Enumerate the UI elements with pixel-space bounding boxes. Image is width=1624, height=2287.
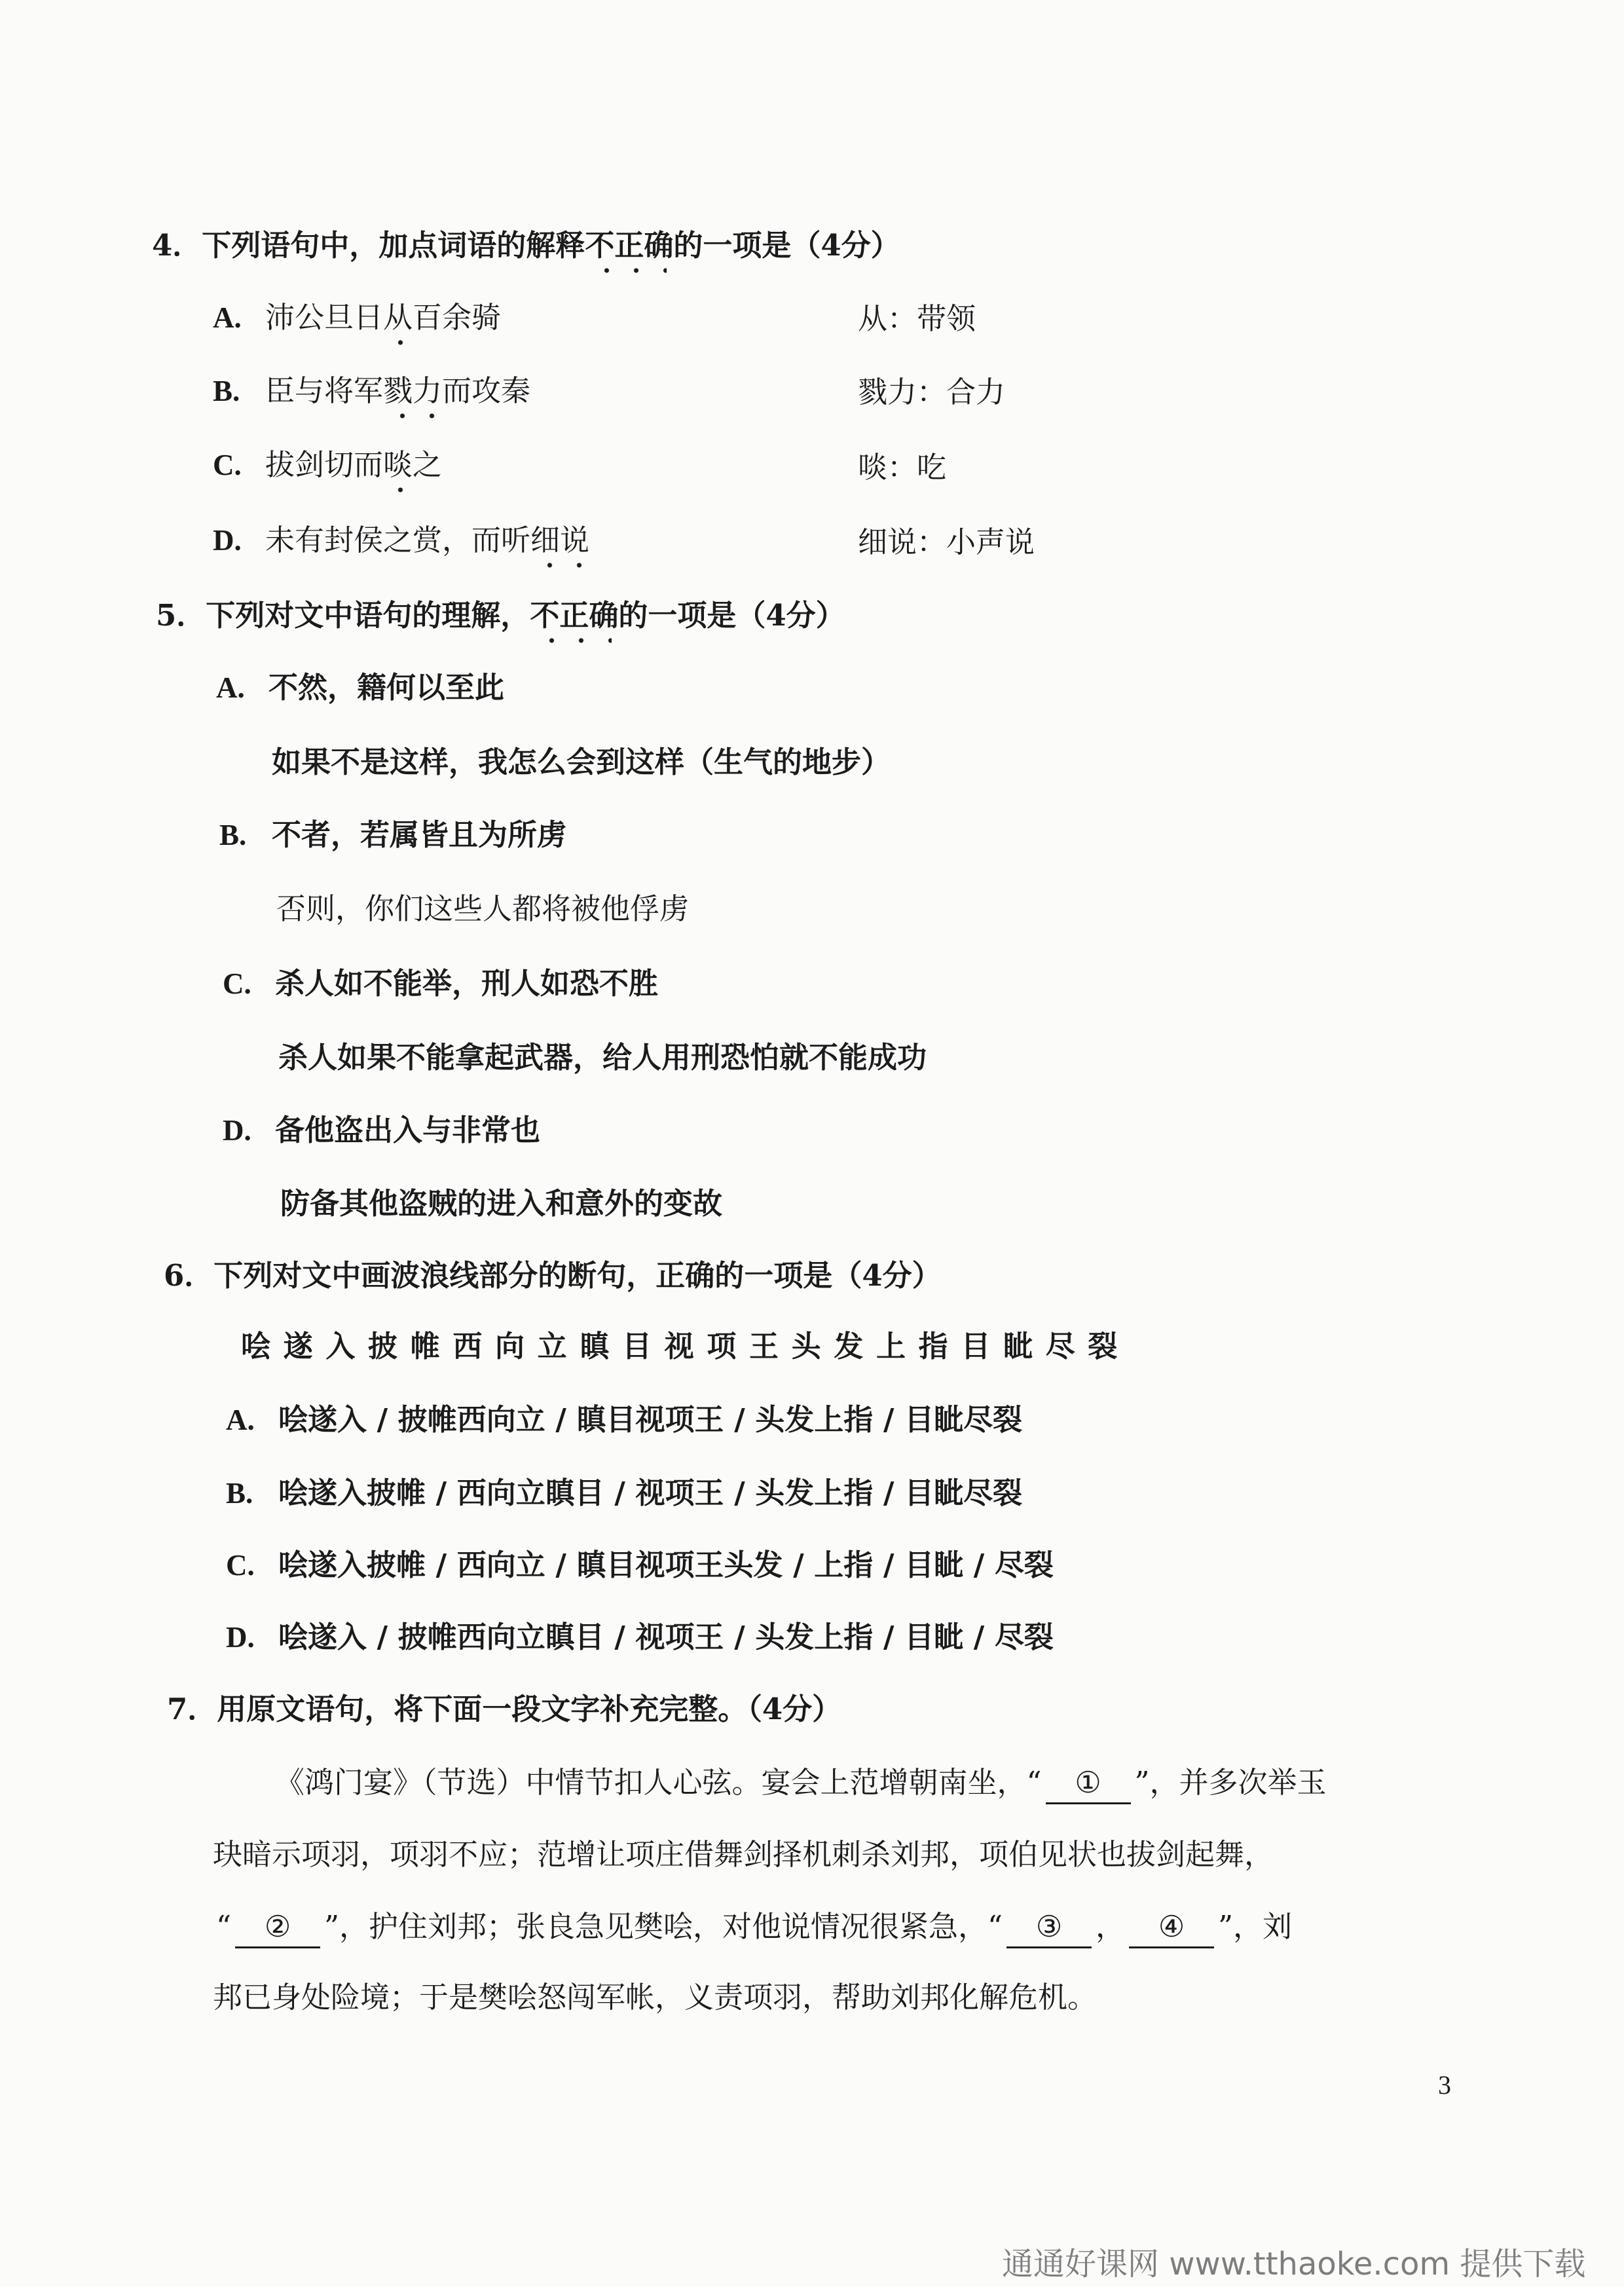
q6-passage: 哙 遂 入 披 帷 西 向 立 瞋 目 视 项 王 头 发 上 指 目 眦 尽 裂 <box>241 1329 1119 1364</box>
q7-blank-4: ④ <box>1129 1907 1214 1948</box>
watermark-text: 通通好课网 www.tthaoke.com 提供下载 <box>1002 2246 1586 2282</box>
option-text: 臣与将军 <box>265 373 384 408</box>
option-dotted-word: 从 <box>383 298 413 337</box>
q5-translation-a: 如果不是这样，我怎么会到这样（生气的地步） <box>272 745 891 779</box>
option-text: 之 <box>413 447 443 482</box>
q5-stem-text: 5．下列对文中语句的理解， <box>156 598 530 633</box>
option-letter: C. <box>223 967 251 1000</box>
q7-blank-1: ① <box>1046 1763 1131 1804</box>
q5-translation-b: 否则，你们这些人都将被他俘虏 <box>276 891 690 926</box>
q7-paragraph-line-3 <box>216 1907 1292 1948</box>
page-number: 3 <box>1438 2070 1451 2100</box>
option-text: 未有封侯之赏，而听 <box>265 523 531 557</box>
option-letter: A. <box>226 1404 255 1436</box>
option-text: 而攻秦 <box>442 373 531 408</box>
option-text: 哙遂入披帷 / 西向立 / 瞋目视项王头发 / 上指 / 目眦 / 尽裂 <box>278 1548 1054 1582</box>
q4-gloss-d: 细说：小声说 <box>858 525 1035 559</box>
option-letter: C. <box>226 1549 255 1582</box>
option-text: 拔剑切而 <box>265 447 384 482</box>
option-letter: B. <box>213 375 240 407</box>
q7-paragraph-line-1 <box>275 1763 1327 1804</box>
q6-option-d <box>226 1618 1054 1657</box>
q4-stem-end: 的一项是（4分） <box>673 228 900 263</box>
q4-gloss-b: 戮力：合力 <box>858 375 1006 409</box>
option-text: 沛公旦日 <box>265 300 384 335</box>
q6-option-b <box>226 1474 1022 1513</box>
option-letter: D. <box>226 1621 255 1654</box>
q5-stem-dotted: 不正确 <box>530 596 618 635</box>
q7-text: 《鸿门宴》（节选）中情节扣人心弦。宴会上范增朝南坐，“ <box>275 1765 1042 1800</box>
q7-blank-3: ③ <box>1006 1907 1092 1948</box>
q4-option-a <box>213 298 501 337</box>
q7-text: ”，刘 <box>1218 1909 1293 1944</box>
q4-stem-dotted: 不正确 <box>585 226 673 265</box>
option-original: 不者，若属皆且为所虏 <box>272 817 567 852</box>
q7-text: “ <box>216 1909 232 1944</box>
q7-text: ”，护住刘邦；张良急见樊哙，对他说情况很紧急，“ <box>324 1909 1003 1944</box>
q4-gloss-c: 啖：吃 <box>858 450 947 485</box>
q4-option-c <box>213 445 442 485</box>
option-letter: B. <box>219 819 247 851</box>
q5-option-c <box>223 964 658 1003</box>
q5-option-d <box>223 1111 540 1150</box>
q7-text: ， <box>1096 1909 1126 1944</box>
option-letter: B. <box>226 1477 253 1510</box>
option-original: 备他盗出入与非常也 <box>275 1113 541 1147</box>
q5-option-b <box>219 815 566 855</box>
q6-option-a <box>226 1400 1022 1440</box>
option-text: 哙遂入 / 披帷西向立 / 瞋目视项王 / 头发上指 / 目眦尽裂 <box>278 1402 1023 1437</box>
option-dotted-word: 戮力 <box>383 371 442 411</box>
q4-option-d <box>213 521 589 560</box>
q7-text: ”，并多次举玉 <box>1134 1765 1327 1800</box>
option-text: 哙遂入披帷 / 西向立瞋目 / 视项王 / 头发上指 / 目眦尽裂 <box>278 1476 1023 1510</box>
option-original: 不然，籍何以至此 <box>268 670 505 705</box>
q4-option-b <box>213 371 530 411</box>
option-letter: C. <box>213 449 242 481</box>
q6-option-c <box>226 1546 1054 1585</box>
option-letter: A. <box>216 671 245 704</box>
q7-paragraph-line-4: 邦已身处险境；于是樊哙怒闯军帐，义责项羽，帮助刘邦化解危机。 <box>213 1980 1098 2015</box>
q5-translation-c: 杀人如果不能拿起武器，给人用刑恐怕就不能成功 <box>278 1040 927 1075</box>
option-dotted-word: 细说 <box>530 521 589 560</box>
option-letter: A. <box>213 301 242 334</box>
option-text: 哙遂入 / 披帷西向立瞋目 / 视项王 / 头发上指 / 目眦 / 尽裂 <box>278 1620 1054 1654</box>
q7-stem: 7．用原文语句，将下面一段文字补充完整。（4分） <box>167 1692 842 1726</box>
option-text: 百余骑 <box>413 300 502 335</box>
q4-stem <box>152 226 900 265</box>
q4-stem-text: 4．下列语句中，加点词语的解释 <box>152 228 585 263</box>
option-letter: D. <box>223 1114 251 1147</box>
q5-stem-end: 的一项是（4分） <box>618 598 845 633</box>
option-original: 杀人如不能举，刑人如恐不胜 <box>275 966 659 1001</box>
option-dotted-word: 啖 <box>383 445 413 485</box>
q6-stem: 6．下列对文中画波浪线部分的断句，正确的一项是（4分） <box>164 1258 942 1293</box>
q7-blank-2: ② <box>235 1907 320 1948</box>
q7-paragraph-line-2: 玦暗示项羽，项羽不应；范增让项庄借舞剑择机刺杀刘邦，项伯见状也拔剑起舞， <box>213 1837 1274 1872</box>
q5-translation-d: 防备其他盗贼的进入和意外的变故 <box>280 1186 723 1221</box>
option-letter: D. <box>213 524 242 557</box>
q5-option-a <box>216 668 504 707</box>
q5-stem <box>156 596 845 635</box>
q4-gloss-a: 从：带领 <box>858 301 976 336</box>
